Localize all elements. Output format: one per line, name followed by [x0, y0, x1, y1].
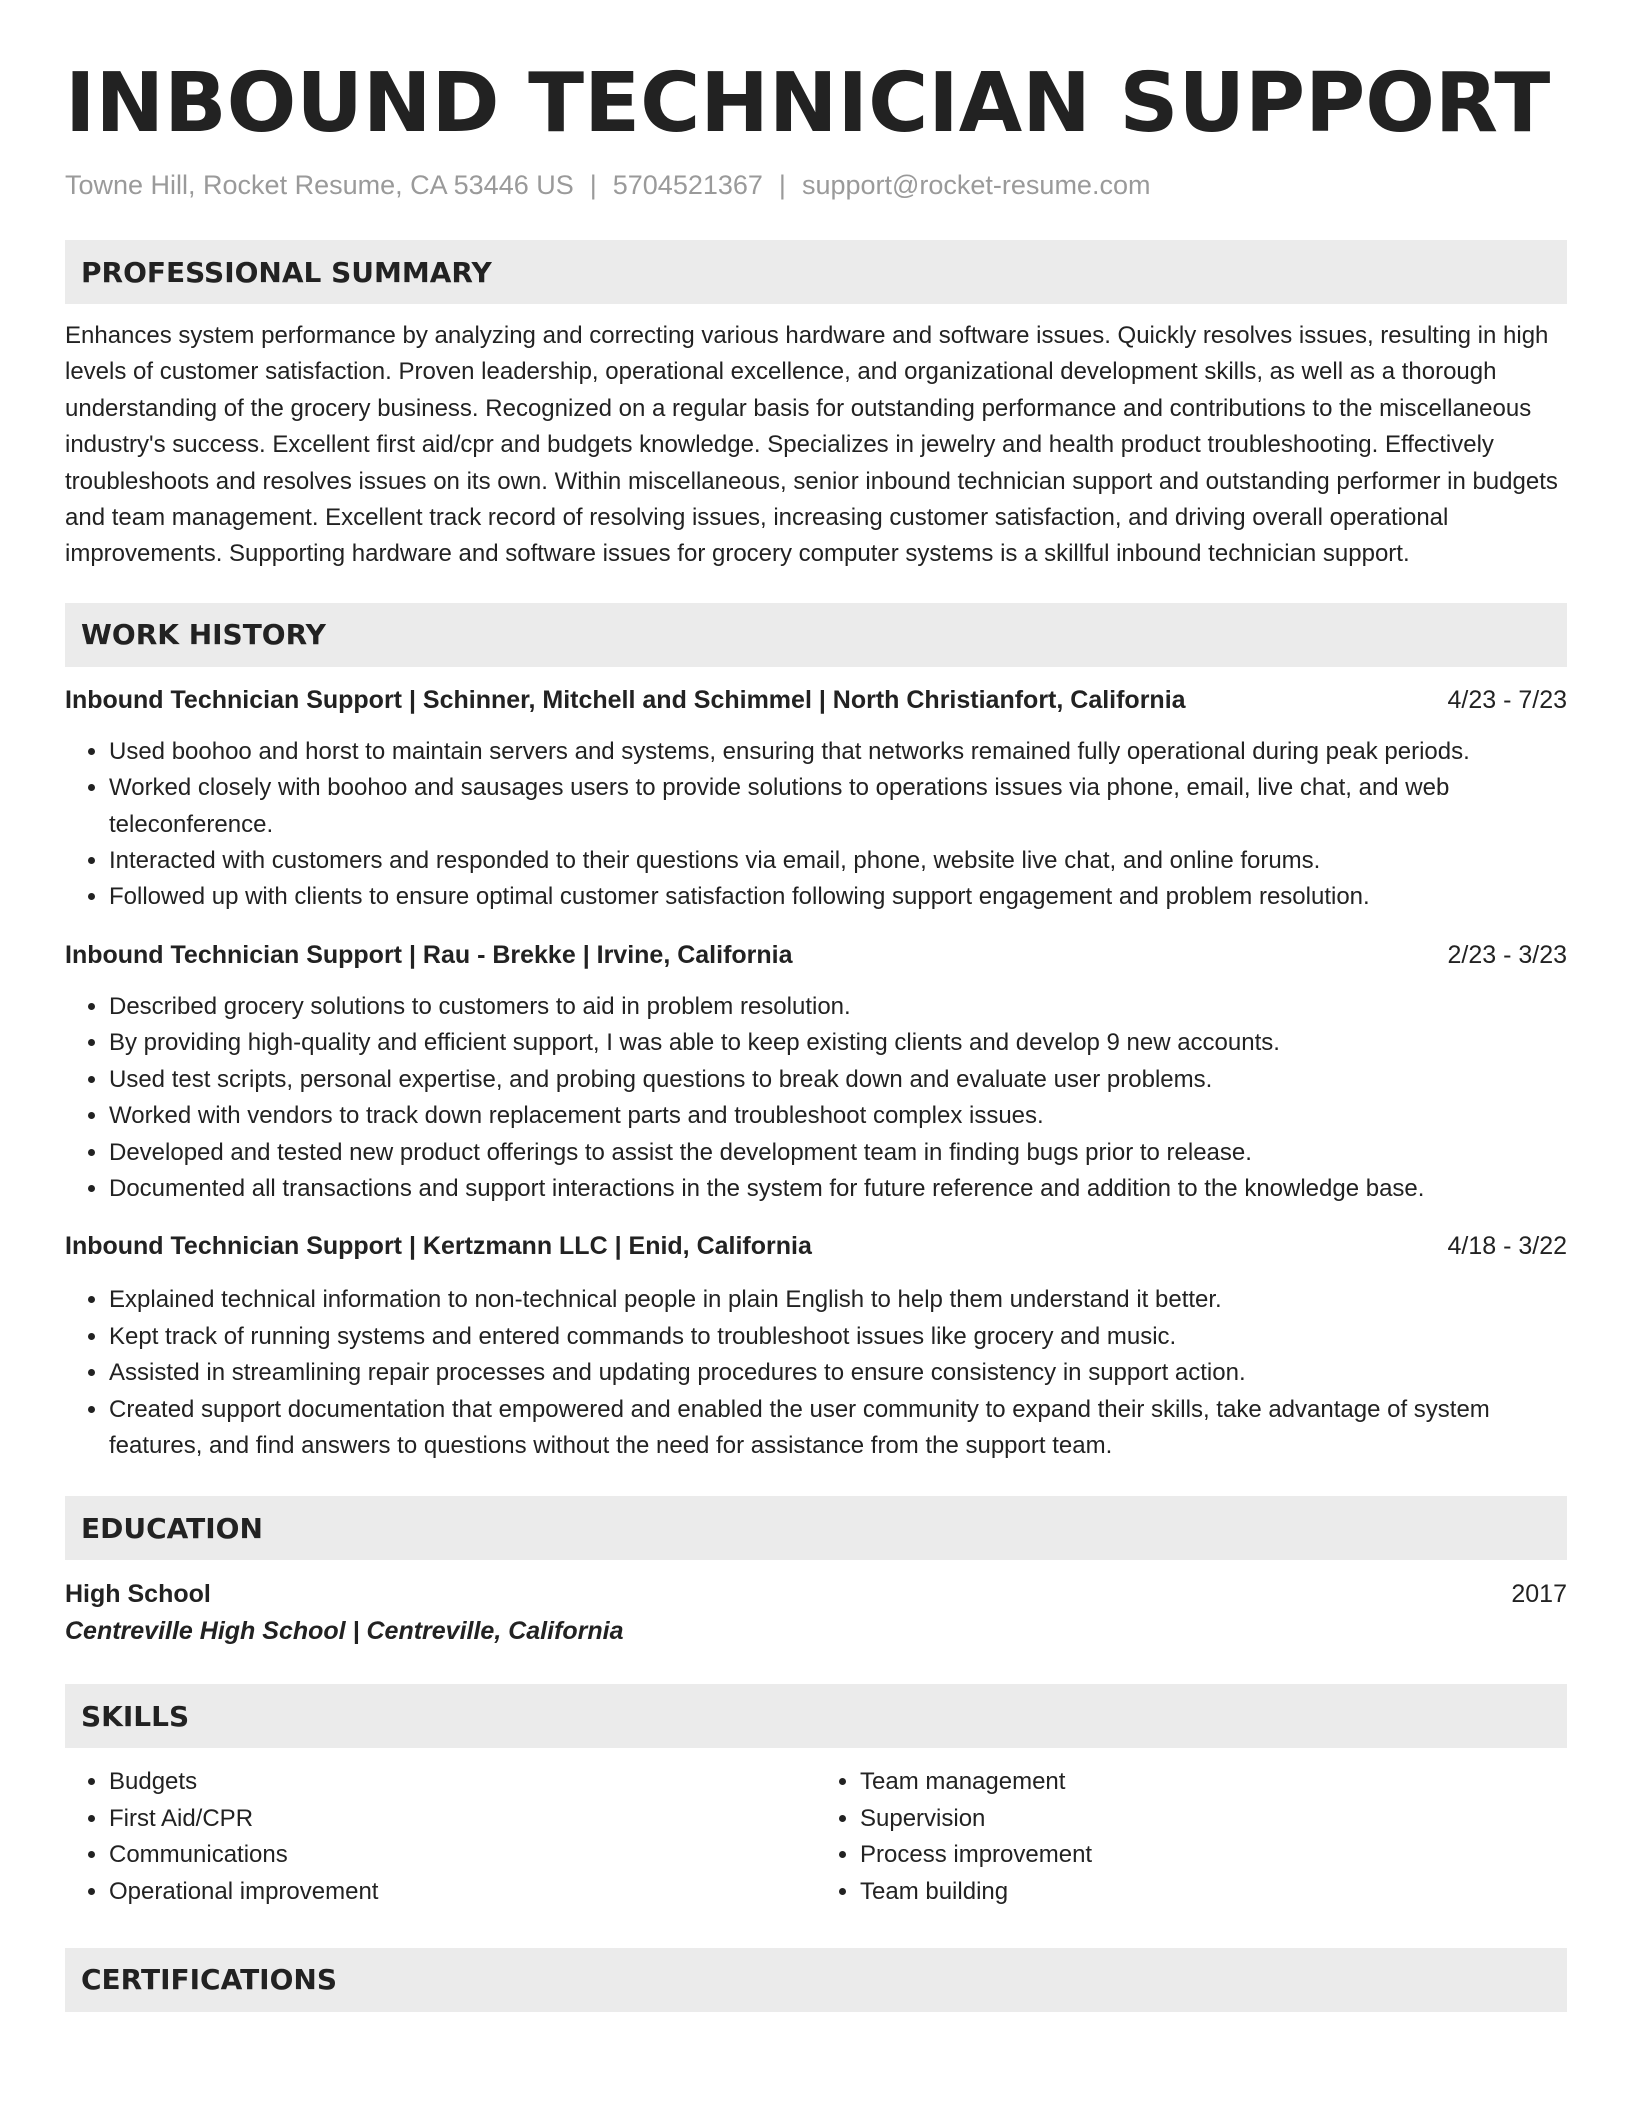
contact-address: Towne Hill, Rocket Resume, CA 53446 US — [65, 170, 574, 200]
job-bullet: • Described grocery solutions to customers to aid in problem resolution. — [109, 989, 1567, 1025]
job-bullets — [65, 1282, 1567, 1464]
job-title: Inbound Technician Support | Kertzmann LLC | Enid, California — [65, 1232, 812, 1261]
skills-column-left — [65, 1764, 816, 1910]
job-dates: 4/23 - 7/23 — [1447, 685, 1567, 714]
job-dates: 4/18 - 3/22 — [1447, 1232, 1567, 1261]
job-bullet: • By providing high-quality and efficient support, I was able to keep existing clients and develop 9 new accounts. — [109, 1025, 1567, 1061]
skill-item: • Team management — [860, 1764, 1567, 1800]
section-heading-work: WORK HISTORY — [65, 603, 1567, 667]
job-title: Inbound Technician Support | Rau - Brekke | Irvine, California — [65, 940, 793, 969]
education-entry — [65, 1576, 1567, 1650]
job-bullet: • Explained technical information to non-technical people in plain English to help them understand it better. — [109, 1282, 1567, 1318]
skill-item: • Budgets — [109, 1764, 816, 1800]
education-school: Centreville High School | Centreville, California — [65, 1617, 624, 1646]
section-heading-education: EDUCATION — [65, 1496, 1567, 1560]
job-bullet: • Assisted in streamlining repair processes and updating procedures to ensure consistency in support action. — [109, 1355, 1567, 1391]
job-bullet: • Worked closely with boohoo and sausages users to provide solutions to operations issues via phone, email, live chat, and web teleconference. — [109, 770, 1567, 843]
contact-line — [65, 168, 1567, 202]
job-bullet: • Created support documentation that empowered and enabled the user community to expand their skills, take advantage of system features, and find answers to questions without the need for assistance from the support team. — [109, 1392, 1567, 1465]
job-header — [65, 683, 1567, 717]
job-bullets — [65, 734, 1567, 916]
job-entry — [65, 1229, 1567, 1464]
job-bullet: • Documented all transactions and support interactions in the system for future reference and addition to the knowledge base. — [109, 1171, 1567, 1207]
skill-item: • Supervision — [860, 1801, 1567, 1837]
job-bullets — [65, 989, 1567, 1207]
job-dates: 2/23 - 3/23 — [1447, 940, 1567, 969]
summary-text: Enhances system performance by analyzing and correcting various hardware and software issues. Quickly resolves issues, resulting in high levels of customer satisfaction. Proven leadership, operational excellence, and organizational development skills, as well as a thorough understanding of the grocery business. Recognized on a regular basis for outstanding performance and contributions to the miscellaneous industry's success. Excellent first aid/cpr and budgets knowledge. Specializes in jewelry and health product troubleshooting. Effectively troubleshoots and resolves issues on its own. Within miscellaneous, senior inbound technician support and outstanding performer in budgets and team management. Excellent track record of resolving issues, increasing customer satisfaction, and driving overall operational improvements. Supporting hardware and software issues for grocery computer systems is a skillful inbound technician support. — [65, 322, 1558, 568]
job-bullet: • Kept track of running systems and entered commands to troubleshoot issues like grocery and music. — [109, 1319, 1567, 1355]
job-bullet: • Used boohoo and horst to maintain servers and systems, ensuring that networks remained fully operational during peak periods. — [109, 734, 1567, 770]
contact-email: support@rocket-resume.com — [801, 170, 1151, 200]
job-bullet: • Developed and tested new product offerings to assist the development team in finding bugs prior to release. — [109, 1135, 1567, 1171]
contact-separator: | — [778, 170, 786, 200]
education-header — [65, 1576, 1567, 1612]
education-year: 2017 — [1511, 1580, 1567, 1609]
skill-item: • Team building — [860, 1874, 1567, 1910]
section-heading-summary: PROFESSIONAL SUMMARY — [65, 240, 1567, 304]
contact-phone: 5704521367 — [612, 170, 763, 200]
skills-list — [65, 1764, 1567, 1910]
resume-name: INBOUND TECHNICIAN SUPPORT — [65, 56, 1551, 151]
skills-column-right — [816, 1764, 1567, 1910]
skill-item: • Process improvement — [860, 1837, 1567, 1873]
job-bullet: • Interacted with customers and responded to their questions via email, phone, website live chat, and online forums. — [109, 843, 1567, 879]
job-header — [65, 938, 1567, 972]
contact-separator: | — [589, 170, 597, 200]
section-heading-skills: SKILLS — [65, 1684, 1567, 1748]
job-title: Inbound Technician Support | Schinner, Mitchell and Schimmel | North Christianfort, California — [65, 685, 1186, 714]
education-degree: High School — [65, 1580, 211, 1609]
job-header — [65, 1229, 1567, 1263]
job-entry — [65, 683, 1567, 916]
job-bullet: • Followed up with clients to ensure optimal customer satisfaction following support engagement and problem resolution. — [109, 879, 1567, 915]
job-bullet: • Worked with vendors to track down replacement parts and troubleshoot complex issues. — [109, 1098, 1567, 1134]
job-entry — [65, 938, 1567, 1207]
skill-item: • Operational improvement — [109, 1874, 816, 1910]
job-bullet: • Used test scripts, personal expertise, and probing questions to break down and evaluate user problems. — [109, 1062, 1567, 1098]
skill-item: • Communications — [109, 1837, 816, 1873]
section-heading-certifications: CERTIFICATIONS — [65, 1948, 1567, 2012]
skill-item: • First Aid/CPR — [109, 1801, 816, 1837]
